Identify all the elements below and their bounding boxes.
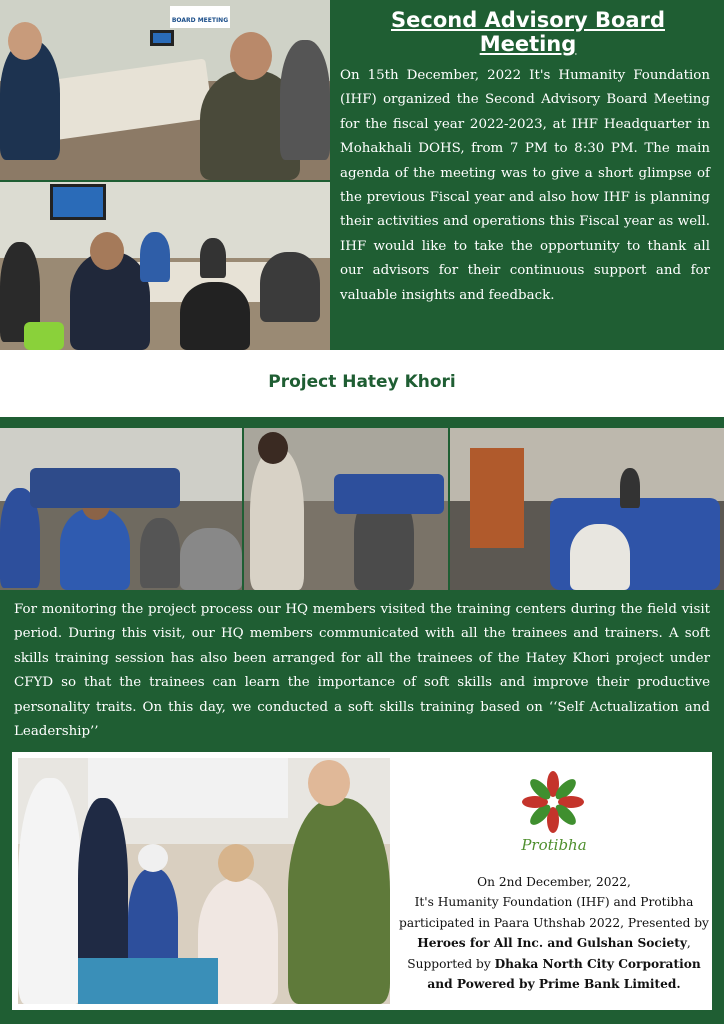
caption-line: participated in Paara Uthshab 2022, Presented by — [399, 915, 709, 930]
caption-line — [398, 933, 710, 953]
section-title-board-meeting: Second Advisory Board Meeting — [391, 8, 665, 56]
hatey-khori-paragraph: For monitoring the project process our HQ members visited the training centers during the field visit period. During this visit, our HQ members communicated with all the trainees and trainers. A soft skills training session has also been arranged for all the trainees of the Hatey Khori project under CFYD so that the trainees can learn the importance of soft skills and improve their productive personality traits. On this day, we conducted a soft skills training based on ‘‘Self Actualization and Leadership’’ — [14, 602, 710, 740]
training-photo-1 — [0, 428, 242, 590]
section-title-hatey-khori: Project Hatey Khori — [268, 372, 456, 392]
board-meeting-sign: BOARD MEETING — [170, 6, 230, 28]
training-photo-2 — [244, 428, 448, 590]
paara-uthshab-caption — [398, 872, 710, 994]
caption-line — [398, 954, 710, 974]
board-meeting-paragraph: On 15th December, 2022 It's Humanity Foundation (IHF) organized the Second Advisory Board Meeting for the fiscal year 2022-2023, at IHF Headquarter in Mohakhali DOHS, from 7 PM to 8:30 PM. The main agenda of the meeting was to give a short glimpse of the previous Fiscal year and also how IHF is planning their activities and operations this Fiscal year as well. IHF would like to take the opportunity to thank all our advisors for their continuous support and for valuable insights and feedback. — [340, 68, 710, 303]
caption-bold-presenters: Heroes for All Inc. and Gulshan Society — [417, 936, 687, 951]
caption-supported-by: Supported by — [407, 956, 495, 971]
paara-uthshab-photo — [18, 758, 390, 1004]
board-meeting-photo-2 — [0, 182, 330, 350]
caption-bold-supporter: Dhaka North City Corporation — [494, 956, 701, 971]
caption-line: On 2nd December, 2022, — [477, 875, 631, 889]
caption-bold-sponsor: and Powered by Prime Bank Limited. — [427, 977, 681, 992]
protibha-logo-text: Protibha — [521, 836, 587, 854]
caption-comma: , — [686, 936, 691, 951]
training-photo-3 — [450, 428, 724, 590]
protibha-flower-icon — [516, 768, 590, 834]
board-meeting-photo-1 — [0, 0, 330, 180]
caption-line: It's Humanity Foundation (IHF) and Protibha — [414, 895, 694, 910]
